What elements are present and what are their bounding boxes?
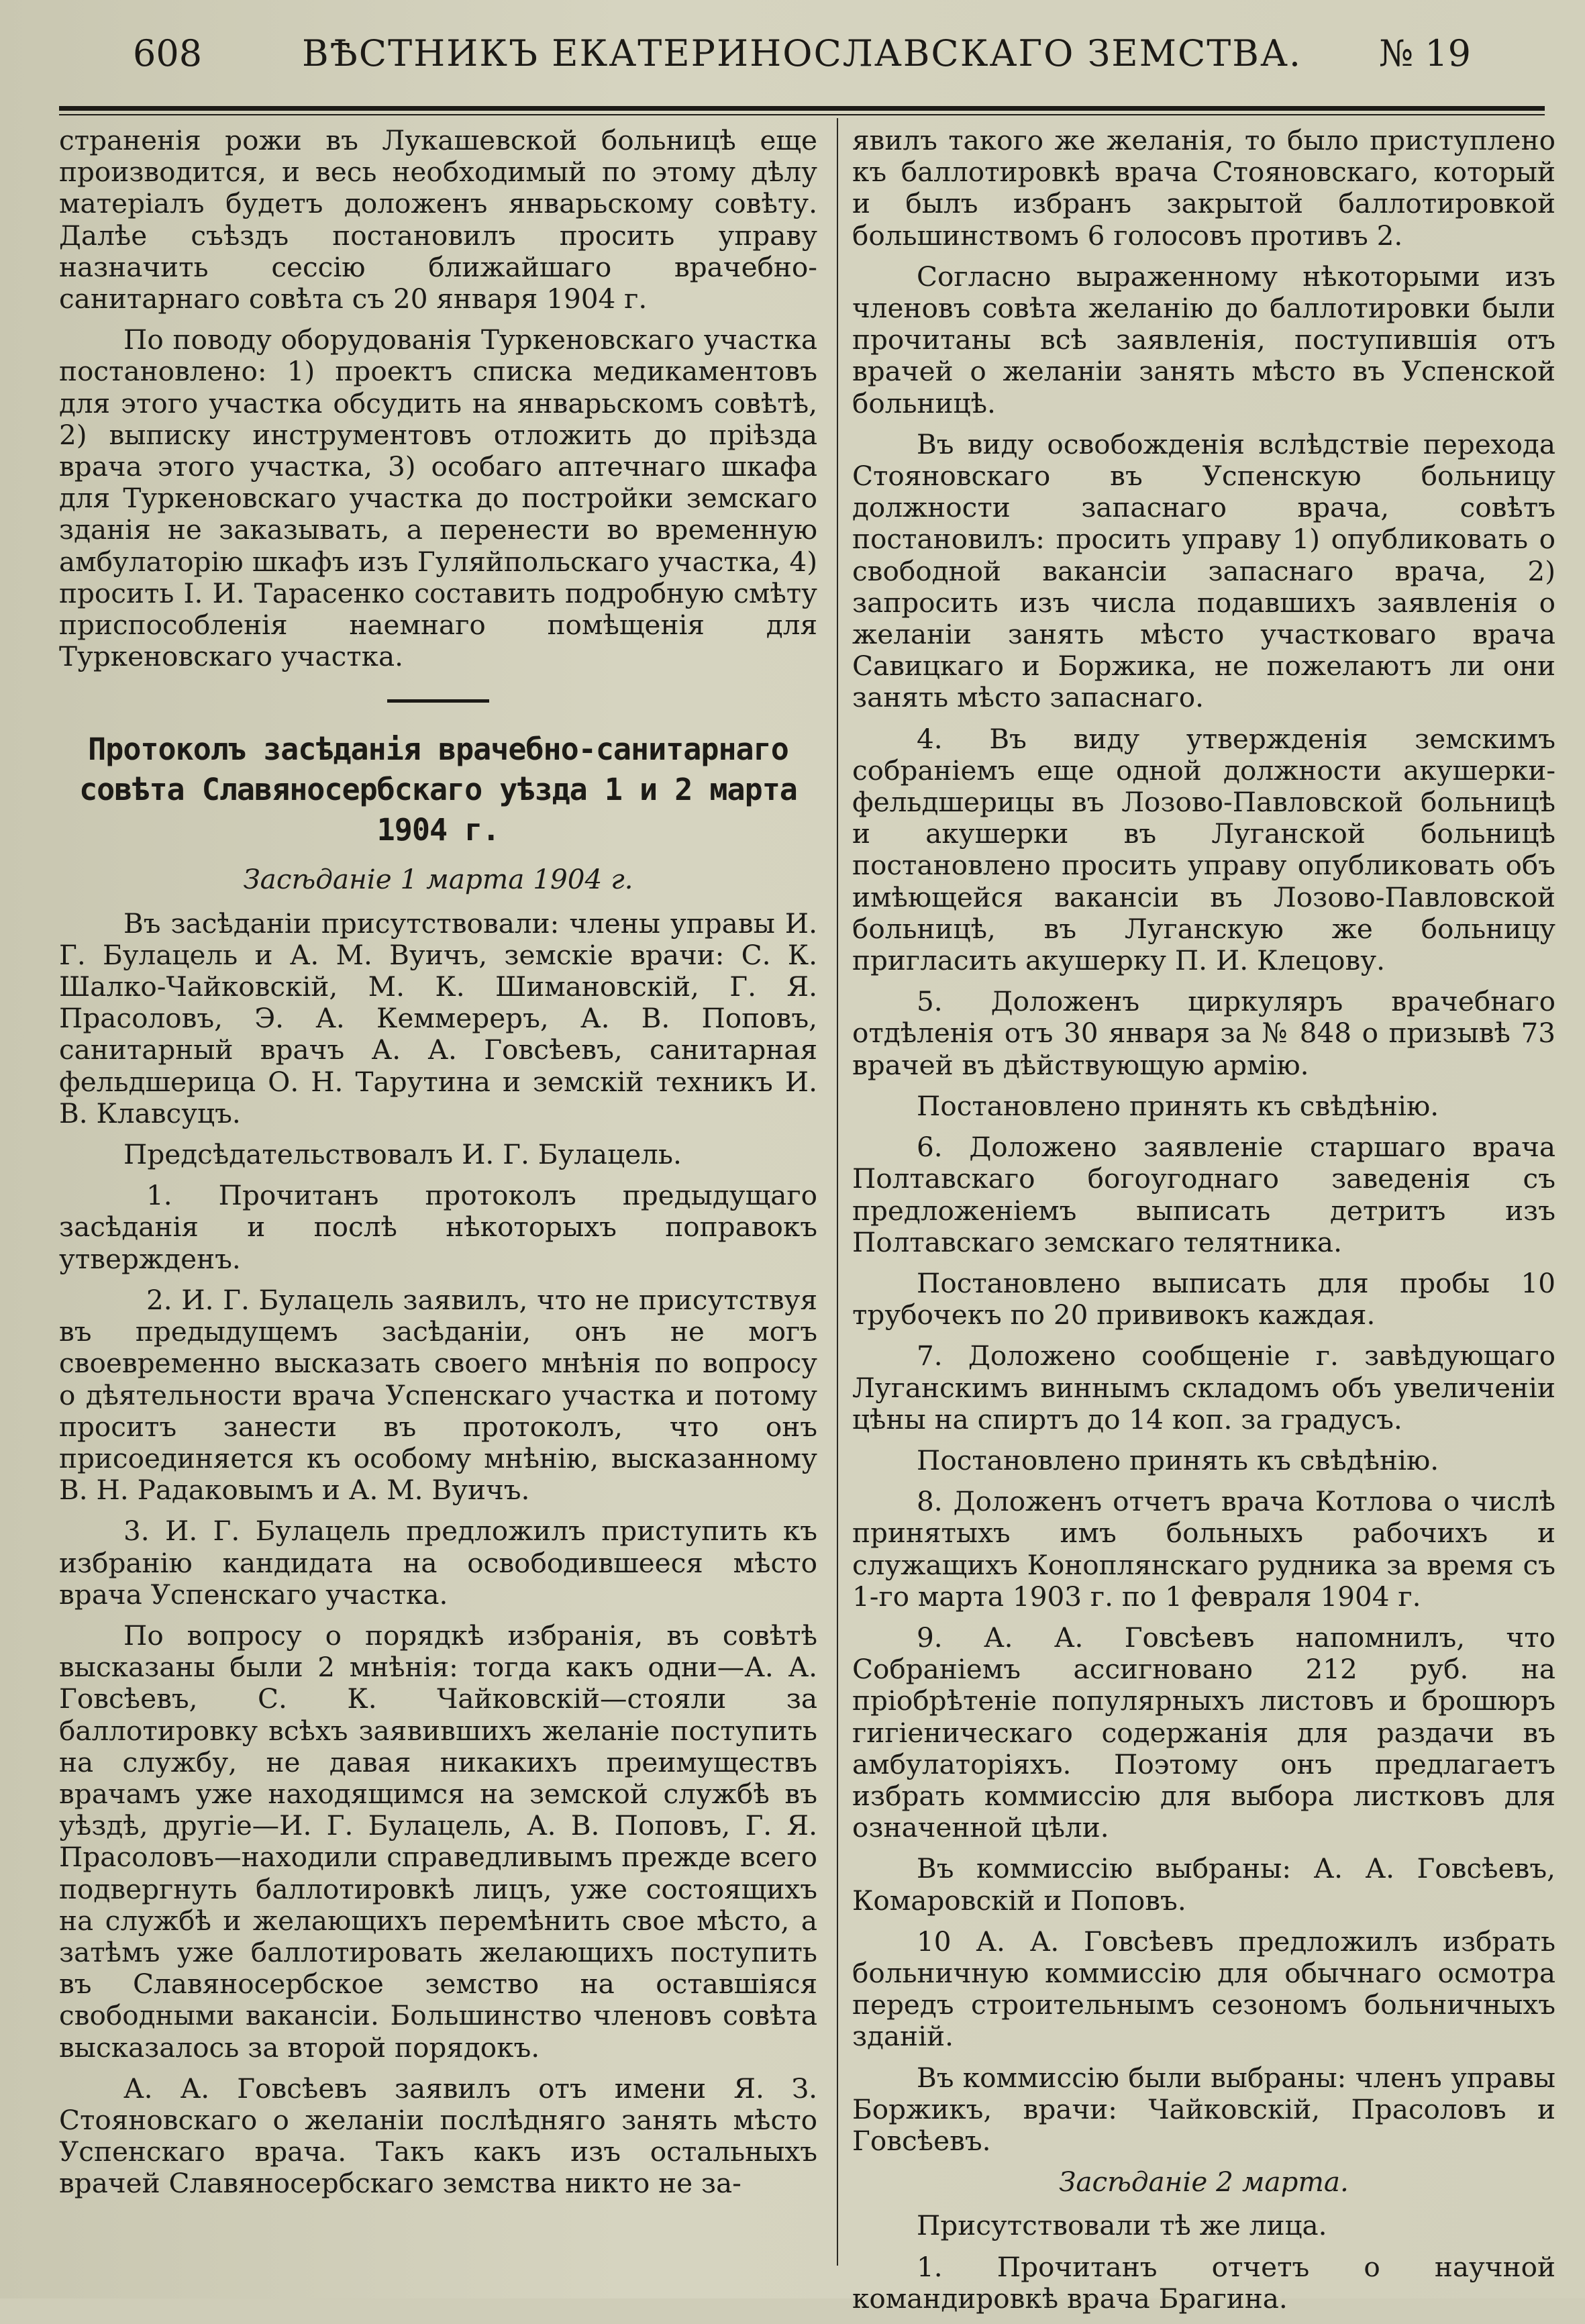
paragraph: 1. Прочитанъ отчетъ о научной командировкѣ врача Брагина. bbox=[852, 2250, 1555, 2315]
paragraph: страненія рожи въ Лукашевской больницѣ еще производится, и весь необходимый по этому дѣлу матеріалъ будетъ доложенъ январьскому совѣту. Далѣе съѣздъ постановилъ просить управу назначить сессію ближайшаго врачебно-санитарнаго совѣта съ 20 января 1904 г. bbox=[59, 124, 817, 315]
page-number: 608 bbox=[133, 32, 203, 74]
paragraph: 3. И. Г. Булацель предложилъ приступить къ избранію кандидата на освободившееся мѣсто врача Успенскаго участка. bbox=[59, 1515, 817, 1611]
paragraph: 9. А. А. Говсѣевъ напомнилъ, что Собраніемъ ассигновано 212 руб. на пріобрѣтеніе популярныхъ листовъ и брошюръ гигіеническаго содержанія для раздачи въ амбулаторіяхъ. Поэтому онъ предлагаетъ избрать коммиссію для выбора листковъ для означенной цѣли. bbox=[852, 1621, 1555, 1844]
paragraph: 6. Доложено заявленіе старшаго врача Полтавскаго богоугоднаго заведенія съ предложеніемъ выписать детритъ изъ Полтавскаго земскаго телятника. bbox=[852, 1131, 1555, 1258]
paragraph: 1. Прочитанъ протоколъ предыдущаго засѣданія и послѣ нѣкоторыхъ поправокъ утвержденъ. bbox=[59, 1179, 817, 1275]
paragraph: явилъ такого же желанія, то было приступлено къ баллотировкѣ врача Стояновскаго, который и былъ избранъ закрытой баллотировкой большинствомъ 6 голосовъ противъ 2. bbox=[852, 124, 1555, 252]
paragraph: Предсѣдательствовалъ И. Г. Булацель. bbox=[123, 1138, 682, 1171]
paragraph: Въ коммиссію выбраны: А. А. Говсѣевъ, Комаровскій и Поповъ. bbox=[852, 1852, 1555, 1917]
paragraph: 8. Доложенъ отчетъ врача Котлова о числѣ принятыхъ имъ больныхъ рабочихъ и служащихъ Коноплянскаго рудника за время съ 1-го марта 1903 г. по 1 февраля 1904 г. bbox=[852, 1485, 1555, 1613]
section-separator bbox=[387, 699, 489, 703]
paragraph: 2. И. Г. Булацель заявилъ, что не присутствуя въ предыдущемъ засѣданіи, онъ не могъ своевременно высказать своего мнѣнія по вопросу о дѣятельности врача Успенскаго участка и потому проситъ занести въ протоколъ, что онъ присоединяется къ особому мнѣнію, высказанному В. Н. Радаковымъ и А. М. Вуичъ. bbox=[59, 1283, 817, 1507]
paragraph: Въ виду освобожденія вслѣдствіе перехода Стояновскаго въ Успенскую больницу должности запаснаго врача, совѣтъ постановилъ: просить управу 1) опубликовать о свободной вакансіи запаснаго врача, 2) запросить изъ числа подавшихъ заявленія о желаніи занять мѣсто участковаго врача Савицкаго и Боржика, не пожелаютъ ли они занять мѣсто запаснаго. bbox=[852, 427, 1555, 714]
paragraph: Постановлено выписать для пробы 10 трубочекъ по 20 прививокъ каждая. bbox=[852, 1266, 1555, 1331]
issue-number: № 19 bbox=[1379, 32, 1471, 74]
left-column bbox=[59, 125, 817, 2209]
paragraph: 5. Доложенъ циркуляръ врачебнаго отдѣленія отъ 30 января за № 848 о призывѣ 73 врачей въ дѣйствующую армію. bbox=[852, 985, 1555, 1081]
paragraph: Согласно выраженному нѣкоторыми изъ членовъ совѣта желанію до баллотировки были прочитаны всѣ заявленія, поступившія отъ врачей о желаніи занять мѣсто въ Успенской больницѣ. bbox=[852, 260, 1555, 419]
paragraph: Въ коммиссію были выбраны: членъ управы Боржикъ, врачи: Чайковскій, Прасоловъ и Говсѣевъ. bbox=[852, 2061, 1555, 2157]
paragraph: А. А. Говсѣевъ заявилъ отъ имени Я. З. Стояновскаго о желаніи послѣдняго занять мѣсто Успенскаго врача. Такъ какъ изъ остальныхъ врачей Славяносербскаго земства никто не за- bbox=[59, 2072, 817, 2200]
header-rule-thin bbox=[59, 114, 1545, 115]
paragraph: Постановлено принять къ свѣдѣнію. bbox=[917, 1089, 1439, 1122]
session-title: Засѣданіе 1 марта 1904 г. bbox=[243, 863, 633, 896]
paragraph: 7. Доложено сообщеніе г. завѣдующаго Луганскимъ виннымъ складомъ объ увеличеніи цѣны на спиртъ до 14 коп. за градусъ. bbox=[852, 1340, 1555, 1435]
paragraph: По вопросу о порядкѣ избранія, въ совѣтѣ высказаны были 2 мнѣнія: тогда какъ одни—А. А. Говсѣевъ, С. К. Чайковскій—стояли за баллотировку всѣхъ заявившихъ желаніе поступить на службу, не давая никакихъ преимуществъ врачамъ уже находящимся на земской службѣ въ уѣздѣ, другіе—И. Г. Булацель, А. В. Поповъ, Г. Я. Прасоловъ—находили справедливымъ прежде всего подвергнуть баллотировкѣ лицъ, уже состоящихъ на службѣ и желающихъ перемѣнить свое мѣсто, а затѣмъ уже баллотировать желающихъ поступить въ Славяносербское земство на оставшіяся свободными вакансіи. Большинство членовъ совѣта высказалось за второй порядокъ. bbox=[59, 1619, 817, 2064]
protocol-heading: Протоколъ засѣданія врачебно-санитарнаго совѣта Славяносербскаго уѣзда 1 и 2 марта 1904 г. bbox=[79, 731, 797, 848]
paragraph: По поводу оборудованія Туркеновскаго участка постановлено: 1) проектъ списка медикаментовъ для этого участка обсудить на январьскомъ совѣтѣ, 2) выписку инструментовъ отложить до пріѣзда врача этого участка, 3) особаго аптечнаго шкафа для Туркеновскаго участка до постройки земскаго зданія не заказывать, а перенести во временную амбулаторію шкафъ изъ Гуляйпольскаго участка, 4) просить І. И. Тарасенко составить подробную смѣту приспособленія наемнаго помѣщенія для Туркеновскаго участка. bbox=[59, 323, 817, 673]
page-header bbox=[59, 26, 1545, 79]
paragraph: 10 А. А. Говсѣевъ предложилъ избрать больничную коммиссію для обычнаго осмотра передъ строительнымъ сезономъ больничныхъ зданій. bbox=[852, 1925, 1555, 2053]
journal-title: ВѢСТНИКЪ ЕКАТЕРИНОСЛАВСКАГО ЗЕМСТВА. bbox=[301, 32, 1302, 74]
paragraph: Въ засѣданіи присутствовали: члены управы И. Г. Булацель и А. М. Вуичъ, земскіе врачи: С. К. Шалко-Чайковскій, М. К. Шимановскій, Г. Я. Прасоловъ, Э. А. Кеммереръ, А. В. Поповъ, санитарный врачъ А. А. Говсѣевъ, санитарная фельдшерица О. Н. Тарутина и земскій техникъ И. В. Клавсуцъ. bbox=[59, 907, 817, 1129]
header-rule-thick bbox=[59, 106, 1545, 111]
paragraph: 4. Въ виду утвержденія земскимъ собраніемъ еще одной должности акушерки-фельдшерицы въ Лозово-Павловской больницѣ и акушерки въ Луганской больницѣ постановлено просить управу опубликовать объ имѣющейся вакансіи въ Лозово-Павловской больницѣ, въ Луганскую же больницу пригласить акушерку П. И. Клецову. bbox=[852, 722, 1555, 977]
session-title: Засѣданіе 2 марта. bbox=[1059, 2166, 1349, 2199]
paragraph: Постановлено принять къ свѣдѣнію. bbox=[917, 1444, 1439, 1476]
column-divider bbox=[837, 118, 838, 2266]
paragraph: Присутствовали тѣ же лица. bbox=[917, 2209, 1327, 2242]
right-column bbox=[852, 125, 1555, 2324]
